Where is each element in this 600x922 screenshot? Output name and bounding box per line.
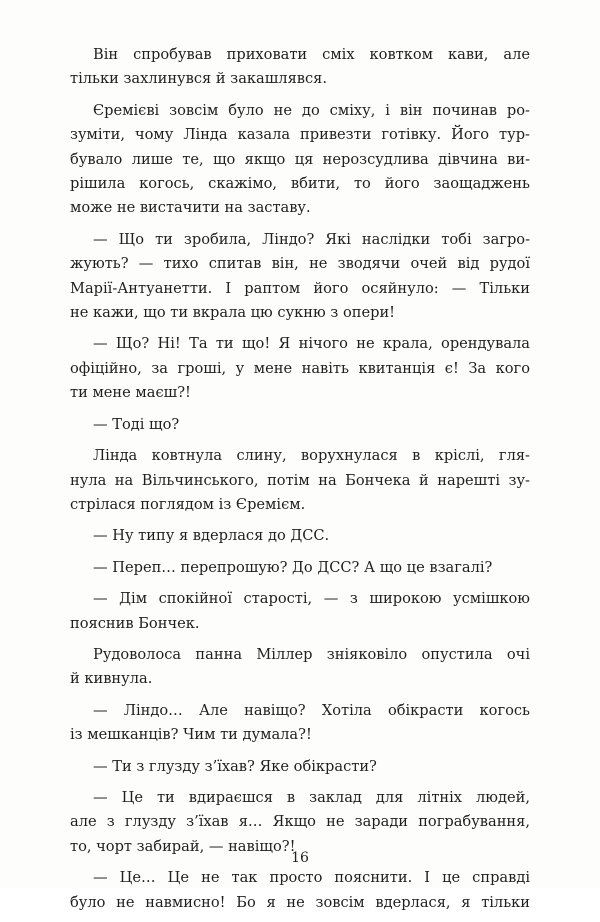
text-line: офіційно, за гроші, у мене навіть квитанція є! За кого: [70, 359, 530, 377]
text-line: — Ти з глузду з’їхав? Яке обікрасти?: [93, 757, 377, 775]
text-line: — Тоді що?: [93, 415, 180, 433]
paragraph: [70, 866, 530, 915]
text-line: не кажи, що ти вкрала цю сукню з опери!: [70, 304, 396, 322]
paragraph: [70, 587, 530, 636]
text-line: Рудоволоса панна Міллер зніяковіло опустила очі: [93, 645, 530, 663]
body-text: [70, 43, 530, 922]
text-line: із мешканців? Чим ти думала?!: [70, 726, 312, 744]
paragraph: [70, 444, 530, 517]
paragraph: [70, 228, 530, 326]
paragraph: [70, 755, 530, 779]
text-line: може не вистачити на заставу.: [70, 199, 311, 217]
paragraph: [70, 786, 530, 859]
text-line: Єремієві зовсім було не до сміху, і він починав ро-: [93, 101, 530, 119]
paragraph: [70, 643, 530, 692]
paragraph: [70, 413, 530, 437]
text-line: жують? — тихо спитав він, не зводячи очей від рудої: [70, 255, 530, 273]
paragraph: [70, 556, 530, 580]
text-line: рішила когось, скажімо, вбити, то його заощаджень: [70, 175, 530, 193]
text-line: то, чорт забирай, — навіщо?!: [70, 837, 296, 855]
paragraph: [70, 332, 530, 405]
page-number: 16: [291, 850, 309, 866]
text-line: нула на Вільчинського, потім на Бончека й нарешті зу-: [70, 471, 530, 489]
paragraph: [70, 699, 530, 748]
text-line: — Що? Ні! Та ти що! Я нічого не крала, орендувала: [93, 335, 530, 353]
text-line: стрілася поглядом із Єремієм.: [70, 495, 306, 513]
text-line: ти мене маєш?!: [70, 384, 191, 402]
text-line: — Ліндо… Але навіщо? Хотіла обікрасти когось: [93, 701, 530, 719]
paragraph: [70, 524, 530, 548]
text-line: але з глузду з’їхав я… Якщо не заради пограбування,: [70, 813, 530, 831]
text-line: пояснив Бончек.: [70, 614, 200, 632]
text-line: — Переп… перепрошую? До ДСС? А що це взагалі?: [93, 558, 493, 576]
text-line: — Ну типу я вдерлася до ДСС.: [93, 527, 330, 545]
text-line: — Це ти вдираєшся в заклад для літніх людей,: [93, 788, 530, 806]
paragraph: [70, 99, 530, 221]
text-line: бувало лише те, що якщо ця нерозсудлива дівчина ви-: [70, 150, 530, 168]
text-line: зуміти, чому Лінда казала привезти готівку. Його тур-: [70, 126, 530, 144]
text-line: — Що ти зробила, Ліндо? Які наслідки тобі загро-: [93, 230, 530, 248]
text-line: — Це… Це не так просто пояснити. І це справді: [93, 869, 530, 887]
text-line: було не навмисно! Бо я не зовсім вдерлася, я тільки: [70, 893, 530, 911]
text-line: й кивнула.: [70, 670, 153, 688]
text-line: — Дім спокійної старості, — з широкою усмішкою: [93, 590, 530, 608]
text-line: тільки захлинувся й закашлявся.: [70, 70, 328, 88]
text-line: Він спробував приховати сміх ковтком кави, але: [93, 46, 530, 63]
text-line: Лінда ковтнула слину, ворухнулася в кріслі, гля-: [93, 447, 530, 465]
text-line: Марії-Антуанетти. І раптом його осяйнуло: — Тільки: [70, 279, 530, 297]
paragraph: [70, 43, 530, 92]
